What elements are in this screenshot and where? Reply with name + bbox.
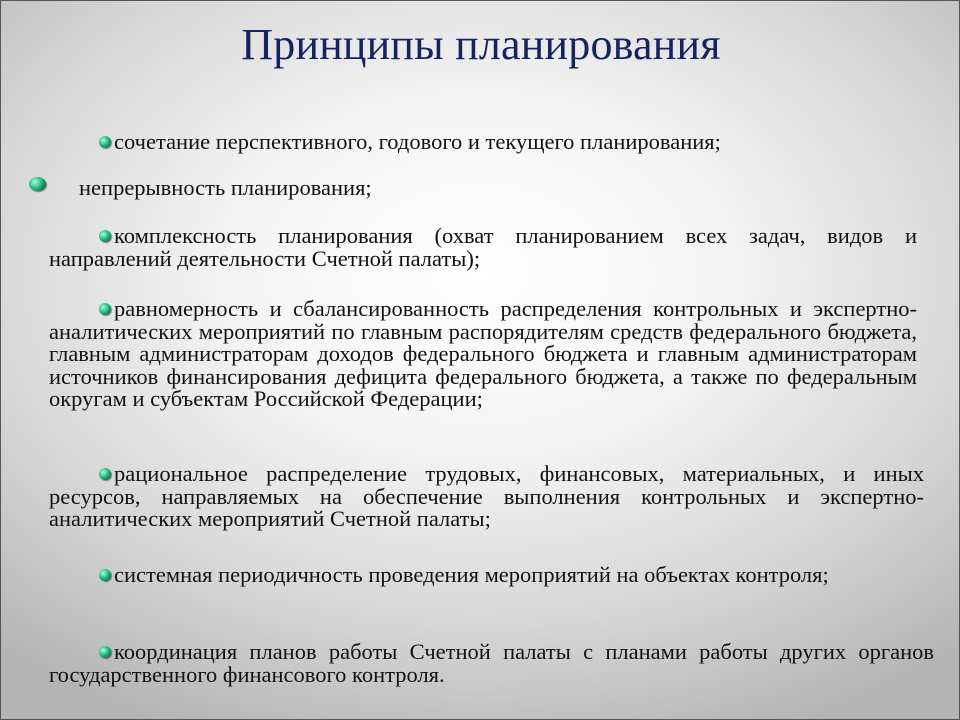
- list-item: [49, 463, 924, 531]
- green-sphere-icon: [29, 177, 46, 191]
- list-item: [79, 177, 779, 200]
- green-sphere-icon: [99, 569, 111, 581]
- green-sphere-icon: [99, 468, 111, 480]
- list-item-text: непрерывность планирования;: [79, 175, 372, 200]
- list-item: [49, 298, 917, 411]
- green-sphere-icon: [99, 136, 111, 148]
- slide-title: Принципы планирования: [241, 20, 721, 69]
- green-sphere-icon: [99, 230, 111, 242]
- green-sphere-icon: [99, 303, 111, 315]
- list-item: [49, 641, 934, 686]
- list-item: [49, 131, 899, 154]
- list-item-text: комплексность планирования (охват планированием всех задач, видов и направлений деятельности Счетной палаты);: [49, 223, 917, 271]
- list-item-text: равномерность и сбалансированность распределения контрольных и экспертно-аналитических мероприятий по главным распорядителям средств федерального бюджета, главным администраторам доходов федерального бюджета и главным администраторам источников финансирования дефицита федерального бюджета, а также по федеральным округам и субъектам Российской Федерации;: [49, 296, 917, 411]
- list-item-text: сочетание перспективного, годового и текущего планирования;: [114, 129, 721, 154]
- list-item-text: рациональное распределение трудовых, финансовых, материальных, и иных ресурсов, направляемых на обеспечение выполнения контрольных и экспертно-аналитических мероприятий Счетной палаты;: [49, 461, 924, 531]
- list-item: [49, 564, 924, 587]
- list-item-text: системная периодичность проведения мероприятий на объектах контроля;: [114, 562, 829, 587]
- list-item-text: координация планов работы Счетной палаты с планами работы других органов государственного финансового контроля.: [49, 639, 934, 687]
- green-sphere-icon: [99, 646, 111, 658]
- list-item: [49, 225, 917, 270]
